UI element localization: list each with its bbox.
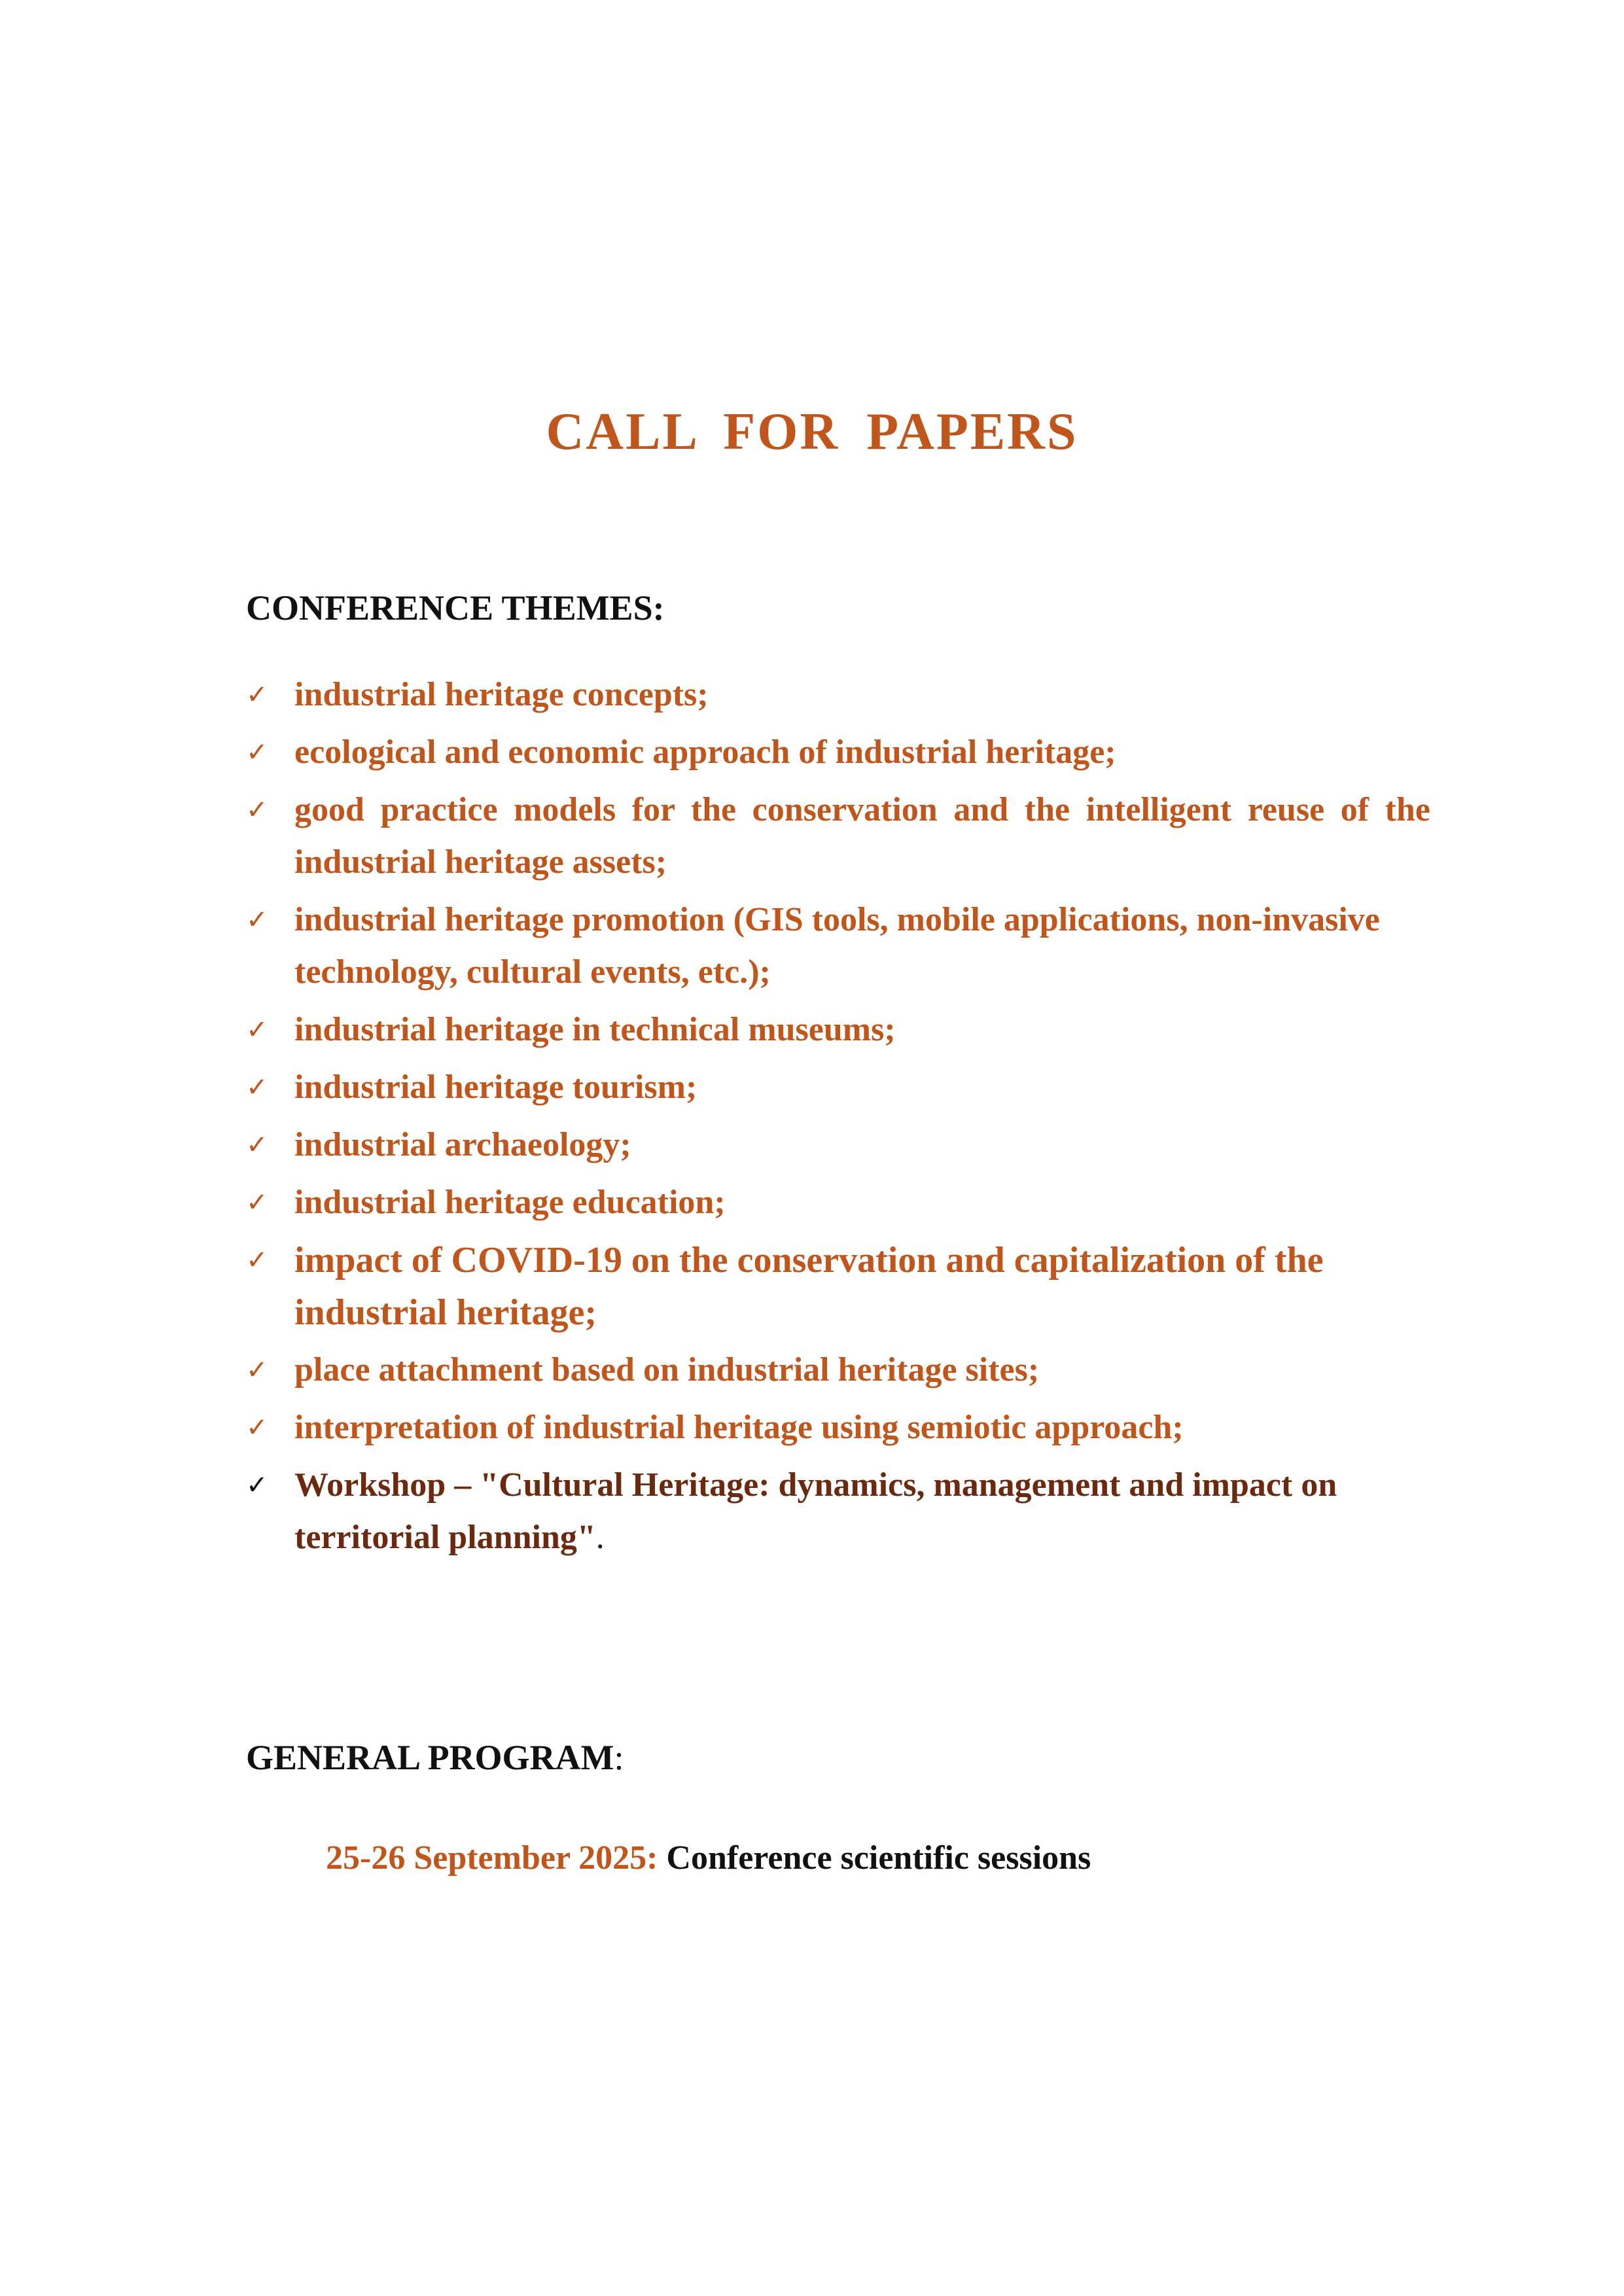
program-entry (326, 1839, 1091, 1877)
conference-themes-heading: CONFERENCE THEMES: (246, 588, 665, 627)
check-icon: ✓ (246, 795, 268, 825)
theme-item (246, 1061, 1430, 1114)
check-icon: ✓ (246, 1470, 268, 1500)
theme-text: place attachment based on industrial heritage sites; (294, 1351, 1040, 1388)
theme-text: industrial heritage concepts; (294, 676, 709, 713)
theme-text: industrial heritage promotion (GIS tools, mobile applications, non-invasive technology, cultural events, etc.); (294, 901, 1380, 991)
theme-item (246, 1402, 1430, 1454)
page-title: CALL FOR PAPERS (546, 403, 1078, 461)
check-icon: ✓ (246, 1188, 268, 1218)
theme-text: industrial heritage education; (294, 1184, 726, 1221)
check-icon: ✓ (246, 905, 268, 935)
theme-text: ecological and economic approach of industrial heritage; (294, 733, 1116, 771)
themes-list (246, 669, 1430, 1569)
theme-text: industrial heritage in technical museums; (294, 1011, 896, 1048)
theme-text: impact of COVID-19 on the conservation and capitalization of the industrial heritage; (294, 1240, 1324, 1333)
theme-text: industrial archaeology; (294, 1126, 631, 1163)
check-icon: ✓ (246, 1355, 268, 1385)
theme-item (246, 1119, 1430, 1171)
theme-item (246, 1344, 1430, 1396)
general-program-heading (246, 1737, 624, 1778)
theme-item-workshop (246, 1459, 1430, 1564)
theme-item (246, 1004, 1430, 1056)
general-program-label: GENERAL PROGRAM (246, 1738, 614, 1777)
check-icon: ✓ (246, 1015, 268, 1045)
theme-text: interpretation of industrial heritage using semiotic approach; (294, 1409, 1184, 1446)
program-description: Conference scientific sessions (658, 1839, 1091, 1877)
check-icon: ✓ (246, 737, 268, 768)
theme-item (246, 1234, 1430, 1339)
check-icon: ✓ (246, 1130, 268, 1160)
theme-item (246, 894, 1430, 998)
check-icon: ✓ (246, 680, 268, 710)
theme-item (246, 669, 1430, 721)
check-icon: ✓ (246, 1413, 268, 1443)
workshop-text: Workshop – "Cultural Heritage: dynamics, management and impact on territorial planning" (294, 1466, 1337, 1556)
program-date: 25-26 September 2025: (326, 1839, 658, 1877)
check-icon: ✓ (246, 1072, 268, 1103)
check-icon: ✓ (246, 1245, 268, 1275)
workshop-end: . (595, 1519, 605, 1556)
general-program-colon: : (614, 1738, 624, 1777)
theme-text: industrial heritage tourism; (294, 1069, 697, 1106)
theme-item (246, 726, 1430, 779)
theme-item (246, 784, 1430, 889)
theme-item (246, 1176, 1430, 1229)
theme-text: good practice models for the conservation and the intelligent reuse of the industrial heritage assets; (294, 791, 1430, 881)
